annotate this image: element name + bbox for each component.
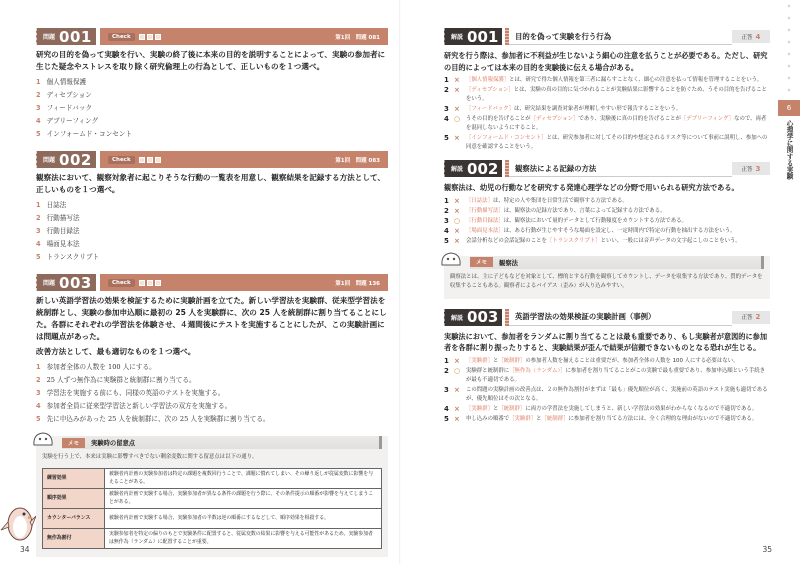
question-number: 002 <box>59 150 92 169</box>
choice-text: 学習法を実施する前にも、同様の英語のテストを実施する。 <box>46 389 225 397</box>
answer-lead: 研究を行う際は、参加者に不利益が生じないよう細心の注意を払うことが必要である。ただし、研究の目的によっては本来の目的を実験後に伝える場合がある。 <box>444 51 768 72</box>
choice-item <box>36 128 388 141</box>
table-value: 被験者内計画の実験参加者は特定の課題を複数回行うことで、課題に慣れてしまい、その繰り返しが従属変数に影響を与えることがある。 <box>105 469 382 489</box>
item-text: ［フィードバック］は、研究結果を調査対象者が理解しやすい形で報告することをいう。 <box>466 106 682 112</box>
cross-mark-icon: × <box>454 86 460 94</box>
question-reference: 第1回 問題 083 <box>335 157 380 164</box>
choice-number: 2 <box>36 376 41 384</box>
keyword: ［トランスクリプト］ <box>546 237 601 244</box>
item-number: 3 <box>444 105 449 113</box>
choice-text: 参加者全体の人数を 100 人にする。 <box>46 363 156 371</box>
choice-number: 5 <box>36 253 41 261</box>
keyword: ［実験群］ <box>466 357 493 364</box>
question-label: 問題 <box>43 157 56 164</box>
table-key: 練習効果 <box>43 469 105 489</box>
cross-mark-icon: × <box>454 226 460 235</box>
check-box-2[interactable] <box>147 280 153 286</box>
choice-text: 25 人ずつ無作為に実験群と統制群に割り当てる。 <box>46 376 196 384</box>
question-header <box>36 274 388 291</box>
item-number: 3 <box>444 385 449 394</box>
choice-number: 4 <box>36 402 41 410</box>
item-text: ［インフォームド・コンセント］とは、研究参加者に対してその目的や想定されるリスク等について事前に説明し、参加への同意を確認することをいう。 <box>466 135 768 150</box>
memo-box <box>36 436 388 557</box>
question-stem: 観察法において、観察対象者に起こりそうな行動の一覧表を用意し、観察結果を記録する方法として、正しいものを１つ選べ。 <box>36 173 386 194</box>
choice-text: 行動目録法 <box>46 227 80 235</box>
item-number: 1 <box>444 196 449 205</box>
correct-answer-badge <box>732 30 770 43</box>
memo-title: 観察法 <box>499 259 518 267</box>
choice-number: 3 <box>36 227 41 235</box>
penguin-mascot-icon <box>0 496 36 546</box>
item-text: 会話分析などの会話記録のことを［トランスクリプト］といい、一般には音声データの文字起こしのことをいう。 <box>466 237 741 244</box>
check-bar <box>100 28 388 45</box>
choice-item <box>36 251 388 264</box>
check-label: Check <box>108 279 135 287</box>
correct-answer-value: 2 <box>755 313 761 321</box>
explanation-item <box>444 415 770 424</box>
penguin-memo-icon <box>440 250 462 266</box>
right-page <box>400 0 800 564</box>
check-box-1[interactable] <box>139 280 145 286</box>
cross-mark-icon: × <box>454 404 460 413</box>
answer-number-badge <box>444 309 502 326</box>
answer-001 <box>444 28 770 152</box>
question-number: 001 <box>59 27 92 46</box>
explanation-item <box>444 405 770 414</box>
choice-number: 2 <box>36 91 41 99</box>
choice-item <box>36 212 388 225</box>
explanation-item <box>444 367 770 385</box>
side-dots-decoration <box>784 0 794 100</box>
explanation-item <box>444 115 770 133</box>
memo-table <box>42 468 382 549</box>
correct-answer-value: 4 <box>755 32 761 41</box>
item-number: 2 <box>444 86 449 94</box>
correct-answer-label: 正答 <box>741 315 753 321</box>
item-number: 5 <box>444 414 449 423</box>
keyword: ［行動描写法］ <box>466 207 504 214</box>
answer-header <box>444 28 770 45</box>
answer-header <box>444 309 770 326</box>
check-box-1[interactable] <box>139 34 145 40</box>
choice-number: 1 <box>36 78 41 86</box>
page-number: 34 <box>20 545 30 554</box>
keyword: ［ディセプション］ <box>530 116 579 122</box>
memo-box <box>444 256 770 299</box>
item-text: ［行動描写法］は、観察法の記録方法であり、言葉によって記録する方法である。 <box>466 207 666 214</box>
choice-item <box>36 76 388 89</box>
choice-item <box>36 89 388 102</box>
explanation-item <box>444 76 770 85</box>
question-002 <box>36 151 388 264</box>
table-key: カウンターバランス <box>43 509 105 529</box>
answer-number: 003 <box>467 308 499 326</box>
choice-list <box>36 199 388 264</box>
question-instruction: 改善方法として、最も適切なものを１つ選べ。 <box>36 347 196 356</box>
penguin-memo-icon <box>32 430 54 446</box>
choice-number: 1 <box>36 363 41 371</box>
answer-number: 002 <box>467 159 499 178</box>
correct-answer-value: 3 <box>755 164 761 173</box>
answer-label: 解説 <box>451 166 464 173</box>
item-number: 2 <box>444 366 449 375</box>
item-number: 4 <box>444 115 449 123</box>
answer-lead: 観察法は、幼児の行動などを研究する発達心理学などの分野で用いられる研究方法である。 <box>444 183 739 192</box>
choice-number: 1 <box>36 201 41 209</box>
table-row <box>43 489 382 509</box>
choice-number: 4 <box>36 117 41 125</box>
choice-text: ディセプション <box>46 91 92 99</box>
keyword: ［インフォームド・コンセント］ <box>466 135 547 141</box>
choice-item <box>36 225 388 238</box>
choice-text: 日誌法 <box>46 201 67 209</box>
choice-item <box>36 374 388 387</box>
keyword: ［実験群］ <box>509 415 537 422</box>
choice-item <box>36 238 388 251</box>
choice-text: トランスクリプト <box>46 253 100 261</box>
keyword: ［日誌法］ <box>466 197 493 204</box>
check-box-3[interactable] <box>155 157 161 163</box>
answer-number-badge <box>444 28 502 45</box>
choice-item <box>36 400 388 413</box>
choice-text: 個人情報保護 <box>46 78 87 86</box>
item-text: ［実験群］と［統制群］に両方の学習法を実施してしまうと、新しい学習法の効果がわからなくなるので不適切である。 <box>466 405 758 412</box>
question-number-badge <box>36 274 96 291</box>
keyword: ［デブリーフィング］ <box>680 116 735 122</box>
explanation-item <box>444 386 770 404</box>
question-number: 003 <box>59 273 92 292</box>
circle-mark-icon: ○ <box>454 115 461 123</box>
memo-tag: メモ <box>62 438 85 448</box>
item-text: ［実験群］と［統制群］の参加者人数を揃えることは重要だが、参加者全体の人数を 100 人にする必要はない。 <box>466 357 739 364</box>
correct-answer-label: 正答 <box>741 166 753 173</box>
item-number: 4 <box>444 226 449 235</box>
answer-003 <box>444 309 770 424</box>
item-number: 2 <box>444 206 449 215</box>
check-bar <box>100 274 388 291</box>
table-key: 順序効果 <box>43 489 105 509</box>
item-text: 実験群と統制群に［無作為（ランダム）］に参加者を割り当てることがこの実験で最も重要であり、参加申込順という手続きが最も不適切である。 <box>466 367 765 383</box>
choice-list <box>36 76 388 141</box>
answer-number-badge <box>444 160 502 177</box>
memo-header <box>62 436 382 449</box>
keyword: ［統制群］ <box>498 357 526 364</box>
answer-title: 観察法による記録の方法 <box>509 160 732 177</box>
keyword: ［ディセプション］ <box>466 87 514 93</box>
explanation-item <box>444 217 770 226</box>
cross-mark-icon: × <box>454 414 460 423</box>
choice-text: インフォームド・コンセント <box>46 130 132 138</box>
question-003 <box>36 274 388 426</box>
question-001 <box>36 28 388 141</box>
cross-mark-icon: × <box>454 134 460 142</box>
question-header <box>36 151 388 168</box>
table-row <box>43 529 382 549</box>
item-text: この問題の実験計画の改善点は、２の無作為割付がまずは「最も」優先順位が高く、実施前の英語のテスト実施も適切であるが、優先順位はその次となる。 <box>466 386 768 402</box>
question-stem: 研究の目的を偽って実験を行い、実験の終了後に本来の目的を説明することによって、実験の参加者に生じた疑念やストレスを取り除く研究倫理上の行為として、正しいものを１つ選べ。 <box>36 50 386 71</box>
cross-mark-icon: × <box>454 356 460 365</box>
keyword: ［フィードバック］ <box>466 106 514 112</box>
keyword: ［個人情報保護］ <box>466 77 510 83</box>
keyword: ［場面見本法］ <box>466 227 504 234</box>
cross-mark-icon: × <box>454 105 460 113</box>
keyword: ［行動目録法］ <box>466 217 504 224</box>
choice-text: 先に申込みがあった 25 人を統制群に、次の 25 人を実験群に割り当てる。 <box>46 415 270 423</box>
table-row <box>43 469 382 489</box>
question-reference: 第1回 問題 136 <box>335 280 380 287</box>
check-box-1[interactable] <box>139 157 145 163</box>
question-header <box>36 28 388 45</box>
circle-mark-icon: ○ <box>454 216 461 225</box>
table-row <box>43 509 382 529</box>
answer-lead: 実験法において、参加者をランダムに割り当てることは最も重要であり、もし実験者が意図的に参加者を各群に割り振ったりすると、実験結果が歪んで結果が信頼できないものとなる恐れが生じる。 <box>444 331 768 352</box>
table-key: 無作為割付 <box>43 529 105 549</box>
cross-mark-icon: × <box>454 196 460 205</box>
check-label: Check <box>108 156 135 164</box>
answer-number: 001 <box>467 27 499 46</box>
item-number: 5 <box>444 236 449 245</box>
choice-text: 場面見本法 <box>46 240 80 248</box>
correct-answer-badge <box>732 162 770 175</box>
explanation-item <box>444 86 770 104</box>
choice-text: 参加者全員に従来型学習法と新しい学習法の双方を実施する。 <box>46 402 232 410</box>
choice-text: 行動描写法 <box>46 214 80 222</box>
cross-mark-icon: × <box>454 236 460 245</box>
item-text: うその目的を告げることが［ディセプション］であり、実験後に真の目的を告げることが［デブリーフィング］なので、両者を混同しないようにすること。 <box>466 116 767 131</box>
choice-text: フィードバック <box>46 104 93 112</box>
answer-title: 英語学習法の効果検証の実験計画（事例） <box>509 309 732 326</box>
answer-header <box>444 160 770 177</box>
explanation-item <box>444 357 770 366</box>
table-value: 実験参加者を特定の偏りのもとで実験条件に配置すると、従属変数の結果に影響を与える可能性があるため、実験参加者は無作為（ランダム）に配置することが重要。 <box>105 529 382 549</box>
choice-item <box>36 413 388 426</box>
check-box-3[interactable] <box>155 34 161 40</box>
page-number: 35 <box>762 545 772 554</box>
choice-text: デブリーフィング <box>46 117 99 125</box>
memo-header <box>470 256 764 269</box>
table-value: 被験者内計画で実験する場合、実験参加者が異なる条件の課題を行う際に、その条件提示の順番が影響を与えてしまうことがある。 <box>105 489 382 509</box>
item-text: ［日誌法］は、特定の人や集団を日常生活で観察する方法である。 <box>466 197 628 204</box>
explanation-item <box>444 207 770 216</box>
item-number: 1 <box>444 76 449 84</box>
check-bar <box>100 151 388 168</box>
keyword: ［無作為（ランダム）］ <box>509 367 566 374</box>
chapter-label: 心理学に関する実験 <box>785 120 793 180</box>
chapter-number: 6 <box>778 100 800 116</box>
answer-label: 解説 <box>451 314 464 322</box>
memo-text: 観察法とは、主に子どもなどを対象として、標的とする行動を観察してカウントし、データを収集する方法であり、質的データを収集することもある。観察者によるバイアス（歪み）が入り込みやすい。 <box>450 273 763 289</box>
explanation-item <box>444 227 770 236</box>
correct-answer-badge <box>732 311 770 324</box>
cross-mark-icon: × <box>454 76 460 84</box>
choice-number: 3 <box>36 389 41 397</box>
choice-item <box>36 361 388 374</box>
chapter-side-tab[interactable] <box>778 100 800 179</box>
choice-item <box>36 199 388 212</box>
memo-title: 実験時の留意点 <box>91 440 136 447</box>
check-box-3[interactable] <box>155 280 161 286</box>
check-box-2[interactable] <box>147 34 153 40</box>
explanation-item <box>444 105 770 114</box>
keyword: ［統制群］ <box>541 415 569 422</box>
question-label: 問題 <box>43 280 56 287</box>
item-text: 申し込みの順番で［実験群］と［統制群］に参加者を割り当てる方法には、全く合理的な理由がないので不適切である。 <box>466 415 758 422</box>
item-text: ［場面見本法］は、ある行動が生じやすそうな場面を設定し、一定時間内で特定の行動を抽出する方法をいう。 <box>466 227 736 234</box>
explanation-list <box>444 357 770 424</box>
choice-number: 3 <box>36 104 41 112</box>
question-number-badge <box>36 151 96 168</box>
question-stem: 新しい英語学習法の効果を検証するために実験計画を立てた。新しい学習法を実験群、従来型学習法を統制群とし、実験の参加申込順に最初の 25 人を実験群に、次の 25 人を統制群に割り当てることにした。各群にそれぞれの学習法を体験させ、４週間後にテストを実施することにしたが、この実験計画には問題点があった。 <box>36 296 387 341</box>
item-text: ［ディセプション］とは、実験の真の目的に気づかれることが実験結果に影響することを防ぐため、うその目的を告げることをいう。 <box>466 87 767 102</box>
table-value: 被験者内計画で実験する場合、実験参加者の半数は逆の順番にするなどして、順序効果を相殺する。 <box>105 509 382 529</box>
answer-002 <box>444 160 770 299</box>
keyword: ［統制群］ <box>498 405 526 412</box>
check-box-2[interactable] <box>147 157 153 163</box>
answer-title: 目的を偽って実験を行う行為 <box>509 28 732 45</box>
choice-number: 2 <box>36 214 41 222</box>
explanation-list <box>444 76 770 152</box>
answer-label: 解説 <box>451 34 464 41</box>
item-number: 5 <box>444 134 449 142</box>
item-number: 4 <box>444 404 449 413</box>
explanation-item <box>444 237 770 246</box>
explanation-item <box>444 134 770 152</box>
check-label: Check <box>108 33 135 41</box>
explanation-item <box>444 197 770 206</box>
question-reference: 第1回 問題 081 <box>335 34 380 41</box>
question-number-badge <box>36 28 96 45</box>
item-number: 3 <box>444 216 449 225</box>
choice-number: 5 <box>36 130 41 138</box>
explanation-list <box>444 197 770 246</box>
choice-item <box>36 115 388 128</box>
question-label: 問題 <box>43 34 56 41</box>
item-text: ［個人情報保護］とは、研究で得た個人情報を第三者に漏らすことなく、細心の注意を払って情報を管理することをいう。 <box>466 77 763 83</box>
choice-list <box>36 361 388 426</box>
memo-tag: メモ <box>470 257 493 267</box>
item-number: 1 <box>444 356 449 365</box>
cross-mark-icon: × <box>454 385 460 394</box>
keyword: ［実験群］ <box>466 405 493 412</box>
item-text: ［行動目録法］は、観察法において量的データとして行動頻度をカウントする方法である。 <box>466 217 687 224</box>
memo-text: 実験を行う上で、本来は実験に影響すべきでない剰余変数に関する留意点は以下の通り。 <box>42 454 258 460</box>
cross-mark-icon: × <box>454 206 460 215</box>
choice-number: 5 <box>36 415 41 423</box>
choice-item <box>36 387 388 400</box>
correct-answer-label: 正答 <box>741 34 753 41</box>
choice-item <box>36 102 388 115</box>
circle-mark-icon: ○ <box>454 366 461 375</box>
choice-number: 4 <box>36 240 41 248</box>
